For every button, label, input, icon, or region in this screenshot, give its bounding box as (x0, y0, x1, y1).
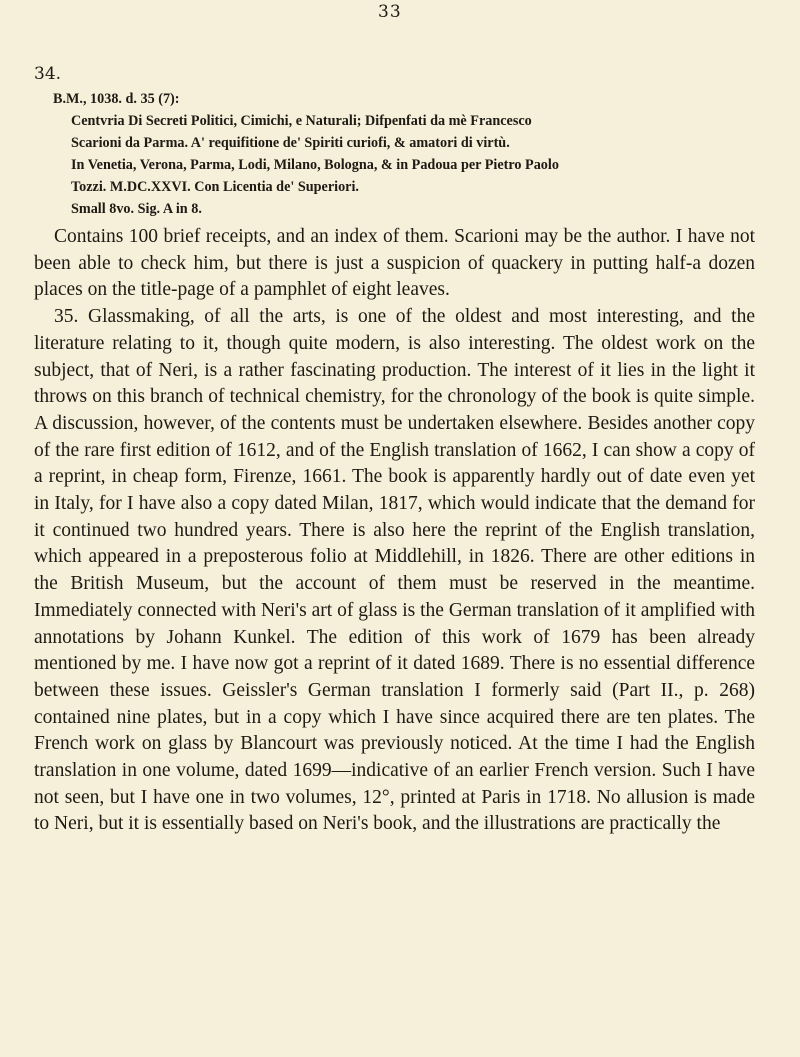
body-text (34, 224, 755, 838)
citation-line: B.M., 1038. d. 35 (7): (53, 91, 180, 107)
paragraph-entry-34: Contains 100 brief receipts, and an index of them. Scarioni may be the author. I have not been able to check him, but there is just a suspicion of quackery in putting half-a dozen places on the title-page of a pamphlet of eight leaves. (34, 226, 755, 301)
page-number: 33 (378, 2, 402, 22)
bibliographic-citation (53, 88, 753, 220)
entry-number: 34. (34, 64, 62, 84)
citation-line: Tozzi. M.DC.XXVI. Con Licentia de' Superiori. (71, 179, 359, 195)
paragraph-entry-35: 35. Glassmaking, of all the arts, is one of the oldest and most interesting, and the literature relating to it, though quite modern, is also interesting. The oldest work on the subject, that of Neri, is a rather fascinating production. The interest of it lies in the light it throws on this branch of technical chemistry, for the chronology of the book is quite simple. A discussion, however, of the contents must be undertaken elsewhere. Besides another copy of the rare first edition of 1612, and of the English translation of 1662, I can show a copy of a reprint, in cheap form, Firenze, 1661. The book is apparently hardly out of date even yet in Italy, for I have also a copy dated Milan, 1817, which would indicate that the demand for it continued two hundred years. There is also here the reprint of the English translation, which appeared in a preposterous folio at Middlehill, in 1826. There are other editions in the British Museum, but the account of them must be reserved in the meantime. Immediately connected with Neri's art of glass is the German translation of it amplified with annotations by Johann Kunkel. The edition of this work of 1679 has been already mentioned by me. I have now got a reprint of it dated 1689. There is no essential difference between these issues. Geissler's German translation I formerly said (Part II., p. 268) contained nine plates, but in a copy which I have since acquired there are ten plates. The French work on glass by Blancourt was previously noticed. At the time I had the English translation in one volume, dated 1699—indicative of an earlier French version. Such I have not seen, but I have one in two volumes, 12°, printed at Paris in 1718. No allusion is made to Neri, but it is essentially based on Neri's book, and the illustrations are practically the (34, 306, 755, 835)
citation-line: In Venetia, Verona, Parma, Lodi, Milano, Bologna, & in Padoua per Pietro Paolo (71, 157, 559, 173)
citation-line: Scarioni da Parma. A' requifitione de' Spiriti curiofi, & amatori di virtù. (71, 135, 510, 151)
citation-line: Small 8vo. Sig. A in 8. (71, 201, 202, 217)
citation-line: Centvria Di Secreti Politici, Cimichi, e Naturali; Difpenfati da mè Francesco (71, 113, 532, 129)
